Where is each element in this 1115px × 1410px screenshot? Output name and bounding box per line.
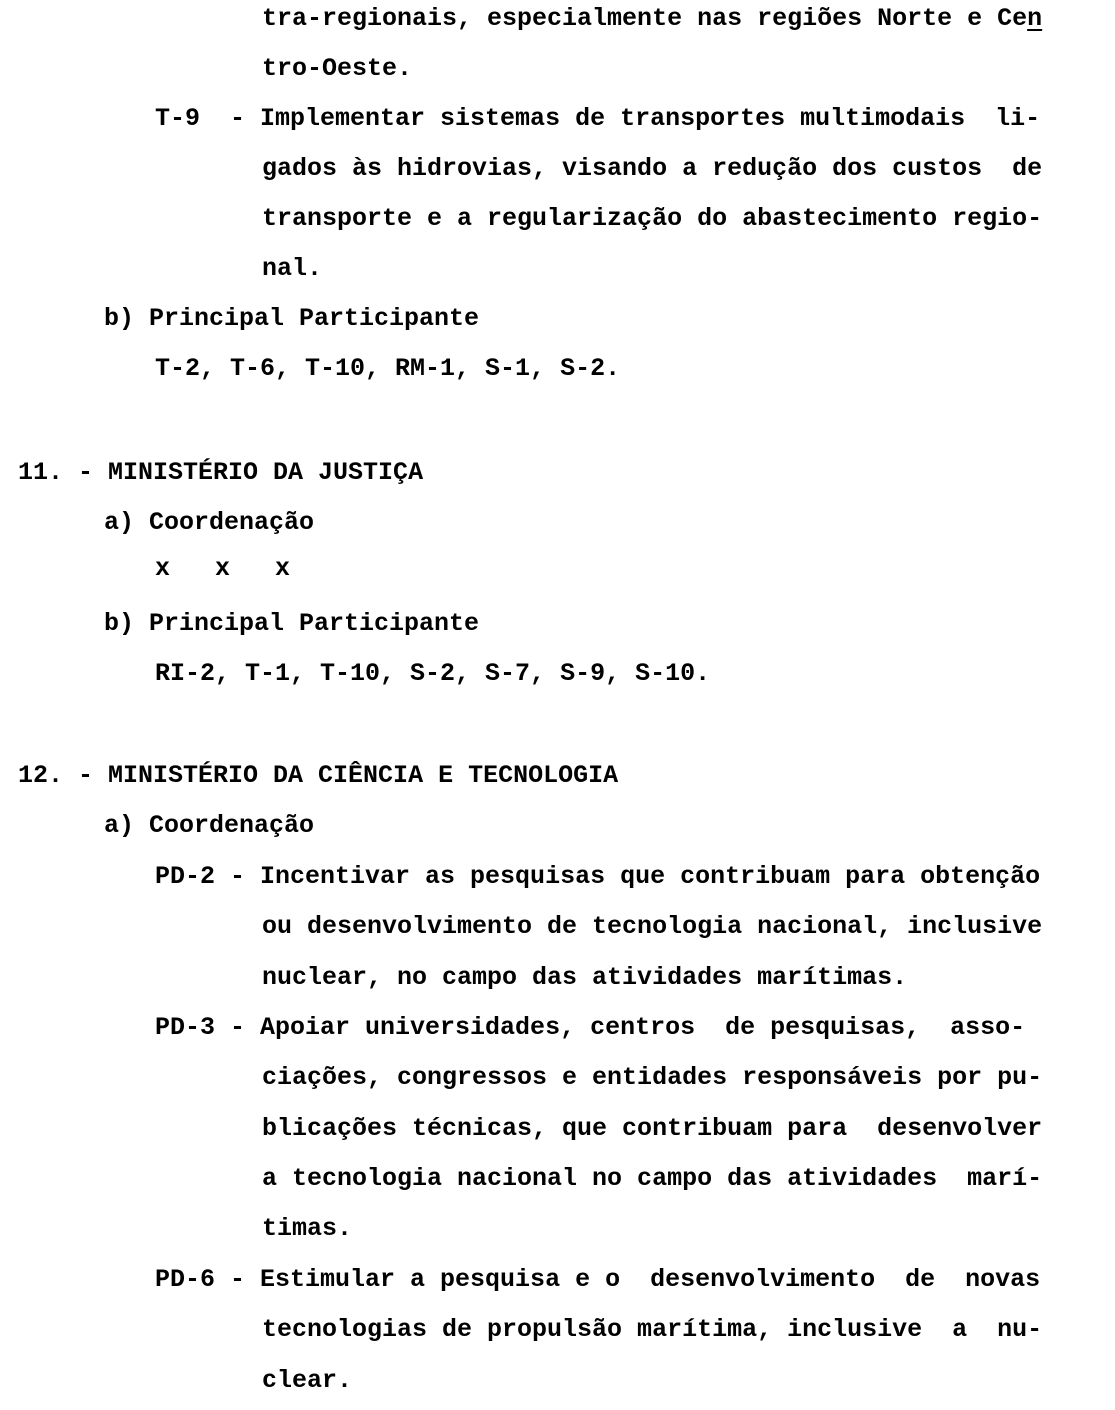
section-10b-values: T-2, T-6, T-10, RM-1, S-1, S-2. [155,354,621,383]
item-t9-line-4: nal. [262,254,323,283]
item-pd2-line-3: nuclear, no campo das atividades marítimas. [262,963,908,992]
item-pd6-line-1: PD-6 - Estimular a pesquisa e o desenvolvimento de novas [155,1265,1041,1294]
item-pd2-line-1: PD-2 - Incentivar as pesquisas que contribuam para obtenção [155,862,1041,891]
section-12a-label: a) Coordenação [104,811,315,840]
section-11a-value: x x x [155,554,291,583]
item-pd3-line-3: blicações técnicas, que contribuam para desenvolver [262,1114,1043,1143]
item-pd3-line-2: ciações, congressos e entidades responsáveis por pu- [262,1063,1043,1092]
item-t9-line-1: T-9 - Implementar sistemas de transportes multimodais li- [155,104,1041,133]
item-pd6-line-2: tecnologias de propulsão marítima, inclusive a nu- [262,1315,1043,1344]
continuation-line-2: tro-Oeste. [262,54,413,83]
section-12-heading: 12. - MINISTÉRIO DA CIÊNCIA E TECNOLOGIA [18,761,619,790]
item-t9-line-2: gados às hidrovias, visando a redução dos custos de [262,154,1043,183]
section-11a-label: a) Coordenação [104,508,315,537]
item-pd3-line-1: PD-3 - Apoiar universidades, centros de pesquisas, asso- [155,1013,1026,1042]
item-pd6-line-3: clear. [262,1366,353,1395]
item-t9-line-3: transporte e a regularização do abastecimento regio- [262,204,1043,233]
continuation-line-1 [262,6,1042,31]
section-11b-values: RI-2, T-1, T-10, S-2, S-7, S-9, S-10. [155,659,711,688]
item-pd3-line-5: timas. [262,1214,353,1243]
underlined-char: n [1027,4,1043,33]
section-11b-label: b) Principal Participante [104,609,480,638]
section-10b-label: b) Principal Participante [104,304,480,333]
item-pd2-line-2: ou desenvolvimento de tecnologia nacional, inclusive [262,912,1043,941]
text-run: tra-regionais, especialmente nas regiões Norte e Ce [262,4,1028,33]
section-11-heading: 11. - MINISTÉRIO DA JUSTIÇA [18,458,424,487]
item-pd3-line-4: a tecnologia nacional no campo das atividades marí- [262,1164,1043,1193]
